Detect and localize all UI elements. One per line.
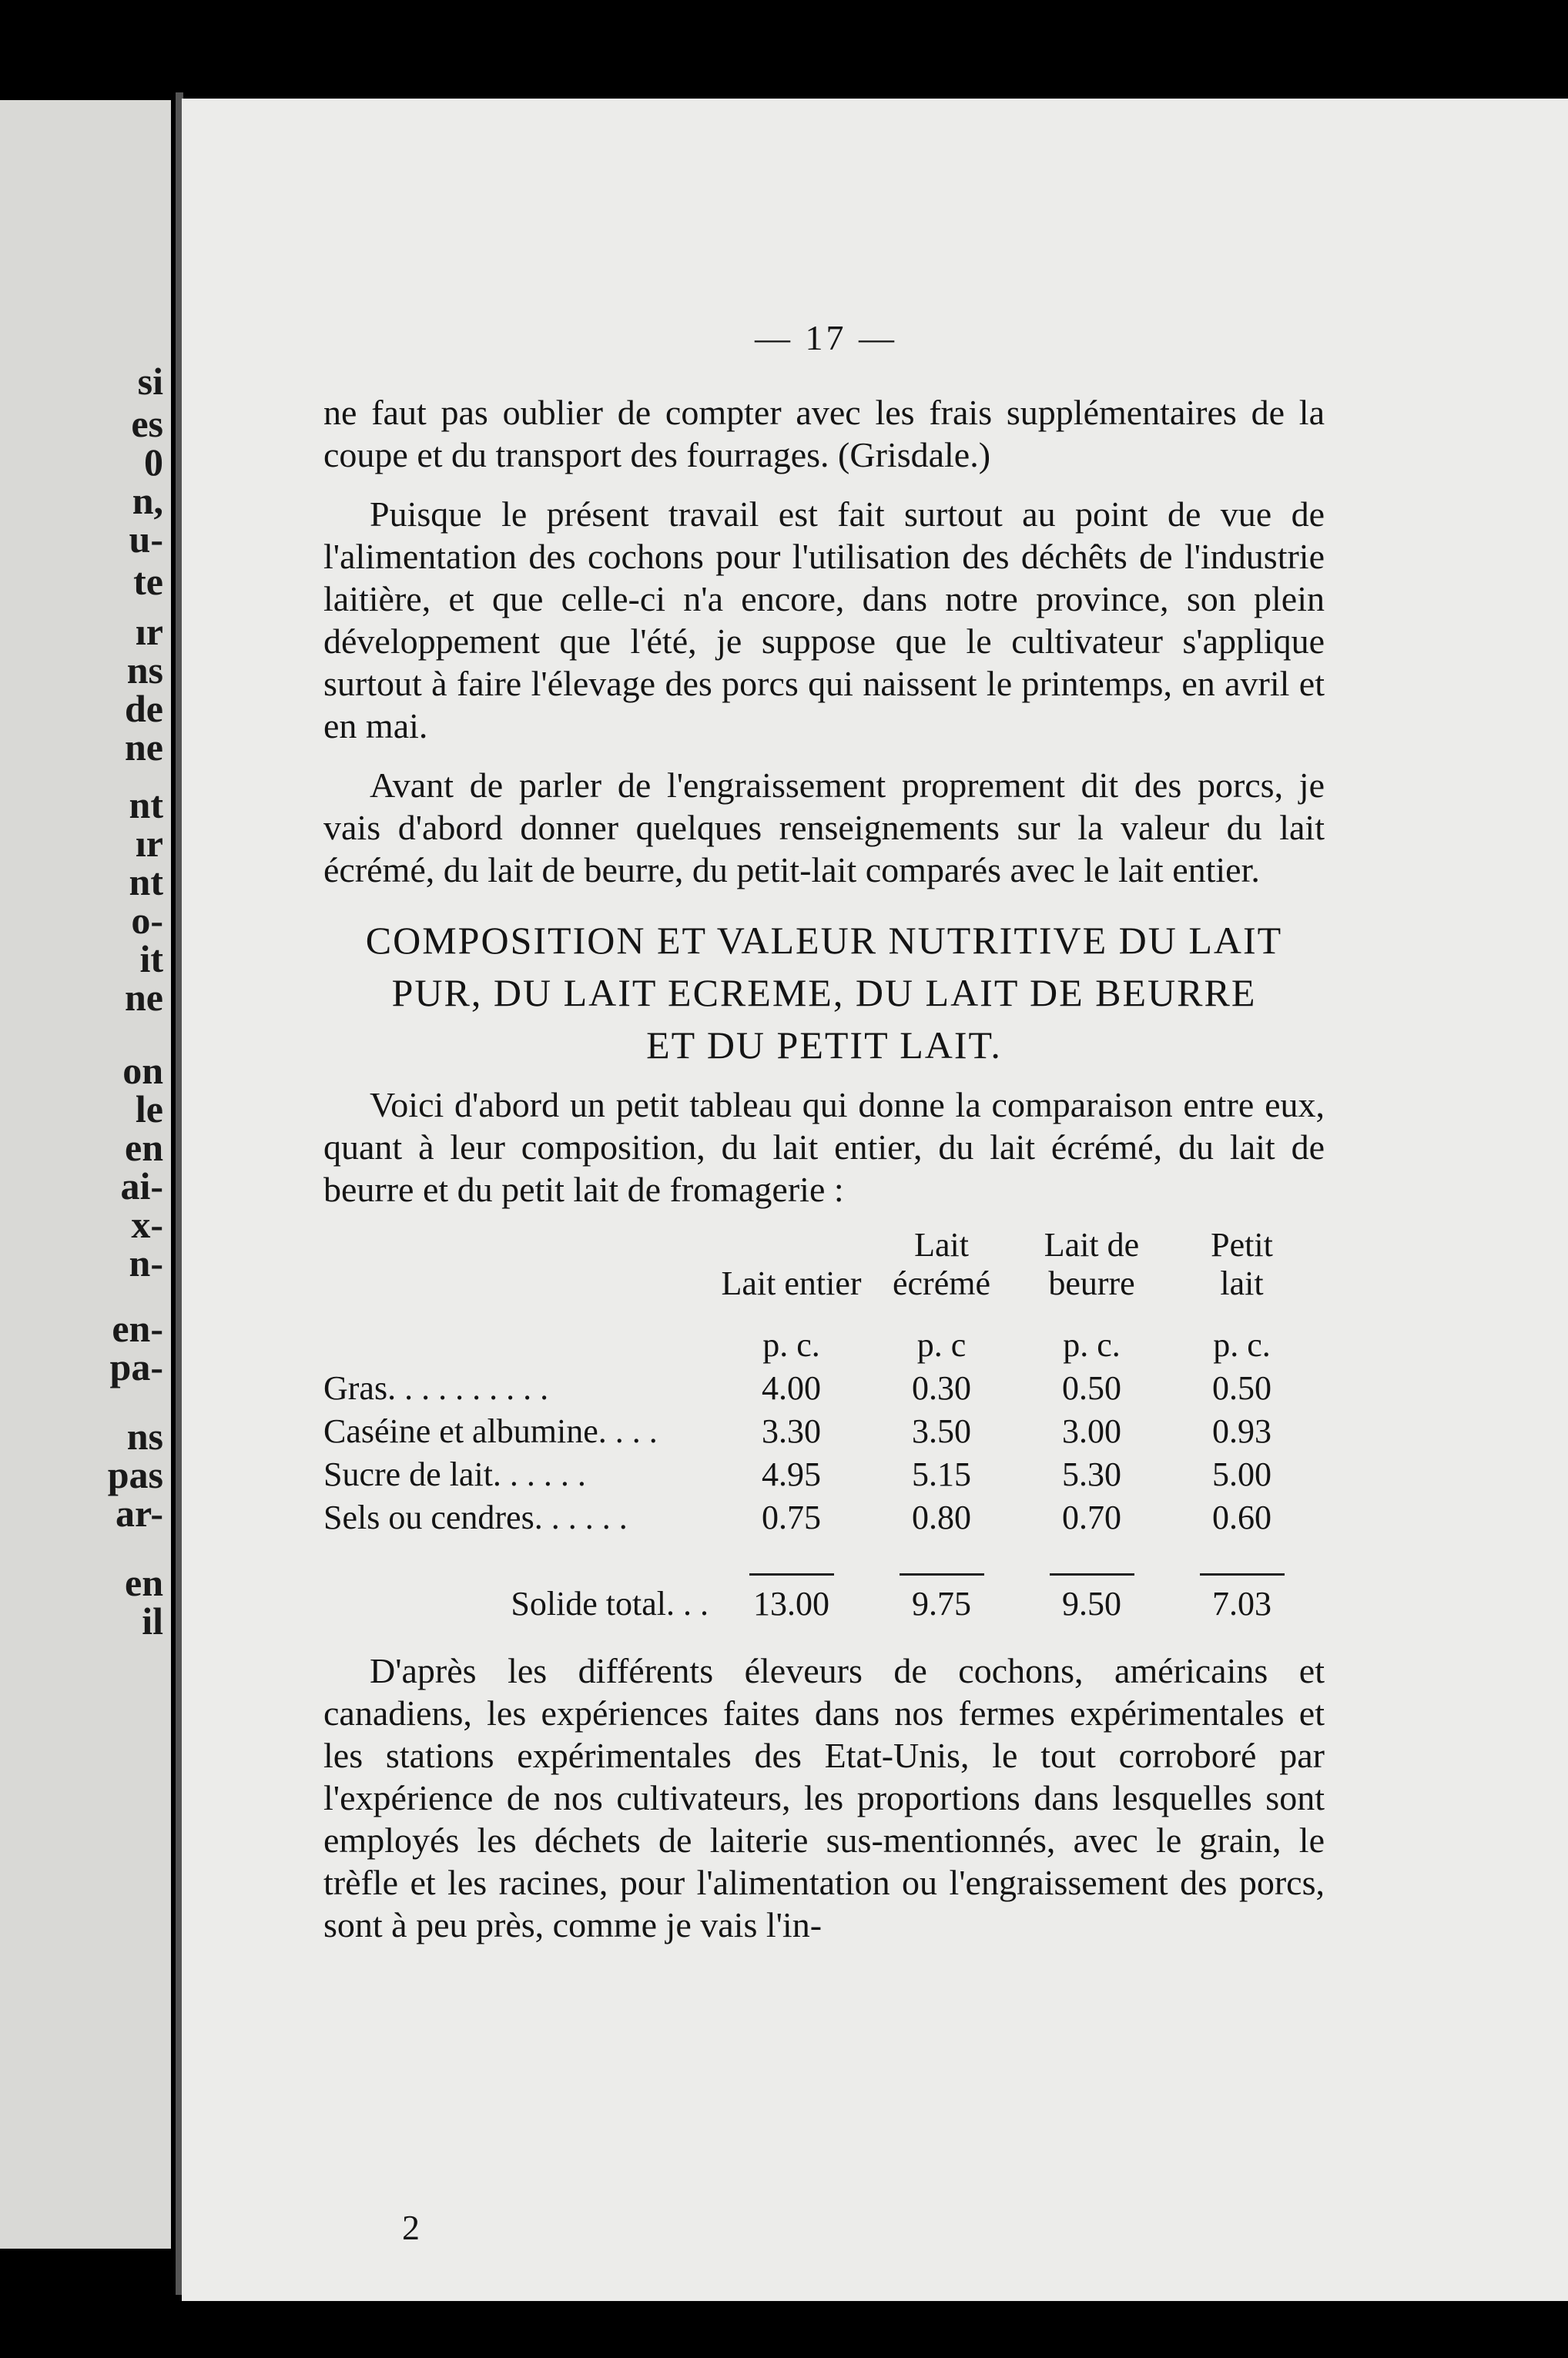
- paragraph-continued: ne faut pas oublier de compter avec les frais supplémentaires de la coupe et du transport des fourrages. (Grisdale.): [323, 393, 1325, 474]
- paragraph-purpose: Puisque le présent travail est fait surtout au point de vue de l'alimentation des cochons pour l'utilisation des déchêts de l'industrie laitière, et que celle-ci n'a encore, dans notre province, son plein développement que l'été, je suppose que le cultivateur s'applique surtout à faire l'élevage des porcs qui naissent le printemps, en avril et en mai.: [323, 494, 1325, 745]
- sum-rule: [1200, 1573, 1285, 1576]
- margin-text-fragment: ır: [135, 822, 163, 865]
- margin-text-fragment: en-: [112, 1307, 163, 1350]
- total-label: Solide total. . .: [511, 1585, 709, 1623]
- row-label: Sucre de lait. . . . . .: [323, 1455, 586, 1493]
- row-label: Sels ou cendres. . . . . .: [323, 1499, 628, 1536]
- margin-text-fragment: pa-: [109, 1345, 163, 1388]
- unit-row: [323, 1303, 1317, 1365]
- table-cell: 5.00: [1212, 1455, 1271, 1493]
- section-title-line-1: COMPOSITION ET VALEUR NUTRITIVE DU LAIT: [365, 919, 1283, 962]
- table-cell: 0.93: [1212, 1412, 1271, 1450]
- margin-text-fragment: on: [122, 1049, 163, 1092]
- sum-rule: [900, 1573, 984, 1576]
- paragraph-intro: Avant de parler de l'engraissement proprement dit des porcs, je vais d'abord donner quelques renseignements sur la valeur du lait écrémé, du lait de beurre, du petit-lait comparés avec le lait entier.: [323, 765, 1325, 889]
- margin-text-fragment: le: [135, 1087, 163, 1130]
- margin-text-fragment: n-: [129, 1241, 163, 1285]
- table-row: [323, 1408, 1317, 1451]
- column-header: Lait entier: [721, 1264, 862, 1302]
- table-cell: 4.95: [762, 1455, 821, 1493]
- margin-text-fragment: pas: [107, 1453, 163, 1496]
- section-title-line-3: ET DU PETIT LAIT.: [646, 1023, 1002, 1067]
- page-body: [323, 316, 1325, 1946]
- row-label: Caséine et albumine. . . .: [323, 1412, 658, 1450]
- margin-text-fragment: ar-: [116, 1492, 163, 1535]
- paragraph-table-intro: Voici d'abord un petit tableau qui donne la comparaison entre eux, quant à leur composition, du lait entier, du lait écrémé, du lait de beurre et du petit lait de fromagerie :: [323, 1085, 1325, 1209]
- margin-text-fragment: o-: [131, 899, 163, 942]
- margin-text-fragment: en: [125, 1561, 163, 1604]
- margin-text-fragment: u-: [129, 517, 163, 561]
- facing-page-fragment: [0, 100, 171, 2249]
- margin-text-fragment: x-: [131, 1203, 163, 1246]
- margin-text-fragment: te: [133, 560, 163, 603]
- table-cell: 3.00: [1062, 1412, 1121, 1450]
- column-header: Lait de beurre: [1044, 1226, 1140, 1302]
- table-row: [323, 1451, 1317, 1494]
- column-header: Petit lait: [1211, 1226, 1273, 1302]
- total-cell: 13.00: [753, 1585, 829, 1623]
- table-row: [323, 1494, 1317, 1537]
- table-cell: 0.30: [912, 1369, 971, 1407]
- table-cell: 0.60: [1212, 1499, 1271, 1536]
- margin-text-fragment: ai-: [120, 1164, 163, 1207]
- section-title-line-2: PUR, DU LAIT ECREME, DU LAIT DE BEURRE: [391, 971, 1257, 1014]
- signature-mark: 2: [402, 2208, 420, 2247]
- margin-text-fragment: nt: [129, 783, 163, 826]
- table-cell: 0.75: [762, 1499, 821, 1536]
- row-label: Gras. . . . . . . . . .: [323, 1369, 549, 1407]
- table-cell: 0.70: [1062, 1499, 1121, 1536]
- margin-text-fragment: n,: [132, 479, 163, 522]
- unit-label: p. c.: [1213, 1326, 1271, 1364]
- column-header: Lait écrémé: [893, 1226, 990, 1302]
- total-cell: 7.03: [1212, 1585, 1271, 1623]
- total-cell: 9.50: [1062, 1585, 1121, 1623]
- table-cell: 0.80: [912, 1499, 971, 1536]
- margin-text-fragment: es: [131, 402, 163, 445]
- margin-text-fragment: ne: [125, 976, 163, 1019]
- unit-label: p. c.: [762, 1326, 820, 1364]
- composition-table: [323, 1226, 1317, 1623]
- sum-rule: [1050, 1573, 1134, 1576]
- table-cell: 4.00: [762, 1369, 821, 1407]
- margin-text-fragment: it: [139, 937, 163, 980]
- table-cell: 0.50: [1212, 1369, 1271, 1407]
- margin-text-fragment: il: [142, 1599, 163, 1643]
- unit-label: p. c.: [1063, 1326, 1121, 1364]
- table-row: [323, 1365, 1317, 1408]
- total-row: [323, 1580, 1317, 1623]
- table-cell: 5.30: [1062, 1455, 1121, 1493]
- margin-text-fragment: si: [137, 360, 163, 403]
- table-cell: 3.50: [912, 1412, 971, 1450]
- paragraph-proportions: D'après les différents éleveurs de cochons, américains et canadiens, les expériences faites dans nos fermes expérimentales et les stations expérimentales des Etat-Unis, le tout corroboré par l'expérience de nos cultivateurs, les proportions dans lesquelles sont employés les déchets de laiterie sus-mentionnés, avec le grain, le trèfle et les racines, pour l'alimentation ou l'engraissement des porcs, sont à peu près, comme je vais l'in-: [323, 1651, 1325, 1944]
- table-cell: 3.30: [762, 1412, 821, 1450]
- margin-text-fragment: ne: [125, 725, 163, 769]
- unit-label: p. c: [916, 1326, 967, 1364]
- margin-text-fragment: de: [125, 687, 163, 730]
- margin-text-fragment: 0: [144, 440, 163, 484]
- margin-text-fragment: ns: [126, 648, 163, 692]
- margin-text-fragment: nt: [129, 860, 163, 903]
- table-cell: 0.50: [1062, 1369, 1121, 1407]
- margin-text-fragment: ns: [126, 1415, 163, 1458]
- table-cell: 5.15: [912, 1455, 971, 1493]
- margin-text-fragment: en: [125, 1126, 163, 1169]
- margin-text-fragment: ır: [135, 610, 163, 653]
- total-cell: 9.75: [912, 1585, 971, 1623]
- page-number: — 17 —: [755, 318, 897, 357]
- sum-rule: [749, 1573, 834, 1576]
- sum-rule-row: [323, 1537, 1317, 1580]
- table-header-row: [323, 1226, 1317, 1303]
